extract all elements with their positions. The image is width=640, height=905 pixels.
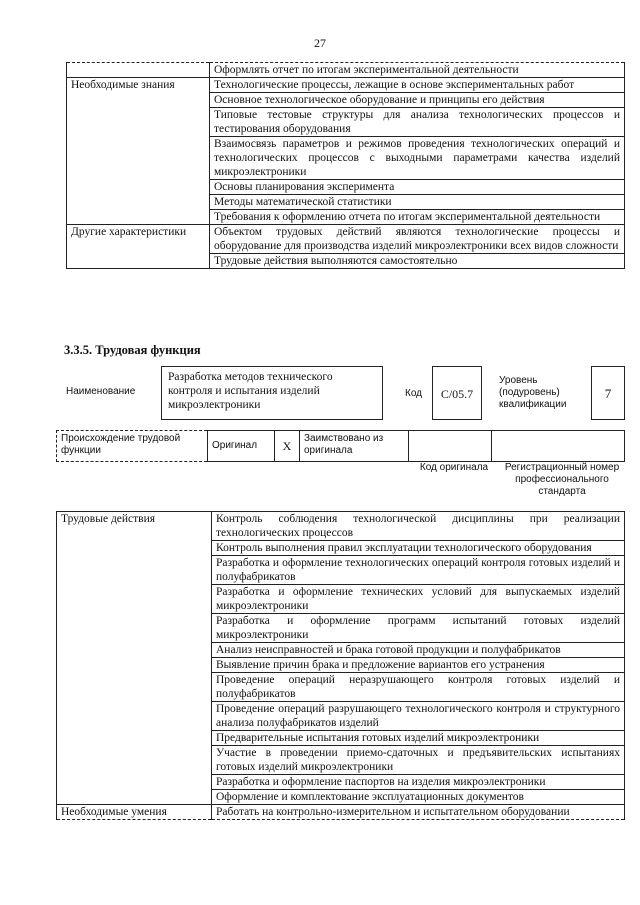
table-row (57, 431, 625, 462)
table-cell: Предварительные испытания готовых изделий микроэлектроники (212, 731, 625, 746)
table-cell: Методы математической статистики (210, 195, 625, 210)
table-cell: Анализ неисправностей и брака готовой продукции и полуфабрикатов (212, 643, 625, 658)
table-cell: Технологические процессы, лежащие в основе экспериментальных работ (210, 78, 625, 93)
table-cell: Участие в проведении приемо-сдаточных и предъявительских испытаниях готовых изделий микроэлектроники (212, 746, 625, 775)
table-row (57, 805, 625, 820)
code-label: Код (405, 388, 423, 399)
table-cell: Типовые тестовые структуры для анализа технологических процессов и тестирования оборудования (210, 108, 625, 137)
table-row (57, 512, 625, 541)
table-cell: Основное технологическое оборудование и принципы его действия (210, 93, 625, 108)
table-row (67, 78, 625, 93)
original-label: Оригинал (208, 431, 275, 462)
row-label-knowledge: Необходимые знания (67, 78, 210, 225)
table-cell: Проведение операций разрушающего технологического контроля и структурного анализа полуфабрикатов изделий (212, 702, 625, 731)
table-cell: Трудовые действия выполняются самостоятельно (210, 254, 625, 269)
table-cell: Контроль соблюдения технологической дисциплины при реализации технологических процессов (212, 512, 625, 541)
table-cell: Контроль выполнения правил эксплуатации технологического оборудования (212, 541, 625, 556)
table-cell: Объектом трудовых действий являются технологические процессы и оборудование для производства изделий микроэлектроники всех видов сложности (210, 225, 625, 254)
reg-number-cell (492, 431, 625, 462)
original-code-cell (409, 431, 492, 462)
table-cell: Оформление и комплектование эксплуатационных документов (212, 790, 625, 805)
table-cell: Разработка и оформление технических условий для выпускаемых изделий микроэлектроники (212, 585, 625, 614)
origin-table (56, 430, 625, 462)
table-row (67, 225, 625, 254)
name-label: Наименование (66, 386, 136, 397)
level-value-box: 7 (591, 366, 625, 420)
table-cell: Выявление причин брака и предложение вариантов его устранения (212, 658, 625, 673)
table-cell: Работать на контрольно-измерительном и испытательном оборудовании (212, 805, 625, 820)
table-cell: Взаимосвязь параметров и режимов проведения технологических операций и технологических процессов с выходными параметрами качества изделий микроэлектроники (210, 137, 625, 180)
page-number: 27 (314, 36, 326, 50)
table-cell: Разработка и оформление паспортов на изделия микроэлектроники (212, 775, 625, 790)
borrowed-label: Заимствовано из оригинала (300, 431, 409, 462)
function-name-box: Разработка методов технического контроля и испытания изделий микроэлектроники (161, 366, 383, 420)
table-cell: Разработка и оформление программ испытаний готовых изделий микроэлектроники (212, 614, 625, 643)
row-label-skills: Необходимые умения (57, 805, 212, 820)
code-value-box: С/05.7 (432, 366, 482, 420)
row-label-empty (67, 63, 210, 78)
original-code-caption: Код оригинала (419, 462, 489, 473)
origin-label: Происхождение трудовой функции (57, 431, 208, 462)
table-cell: Требования к оформлению отчета по итогам экспериментальной деятельности (210, 210, 625, 225)
original-mark: X (275, 431, 300, 462)
row-label-other: Другие характеристики (67, 225, 210, 269)
table-cell: Разработка и оформление технологических операций контроля готовых изделий и полуфабрикатов (212, 556, 625, 585)
table-cell: Проведение операций неразрушающего контроля готовых изделий и полуфабрикатов (212, 673, 625, 702)
top-requirements-table (66, 62, 625, 269)
reg-number-caption: Регистрационный номер профессионального стандарта (504, 462, 620, 497)
level-label: Уровень (подуровень) квалификации (499, 375, 567, 410)
row-label-actions: Трудовые действия (57, 512, 212, 805)
bottom-requirements-table (56, 511, 625, 820)
table-cell: Основы планирования эксперимента (210, 180, 625, 195)
section-title: 3.3.5. Трудовая функция (64, 343, 201, 357)
table-row (67, 63, 625, 78)
table-cell: Оформлять отчет по итогам экспериментальной деятельности (210, 63, 625, 78)
